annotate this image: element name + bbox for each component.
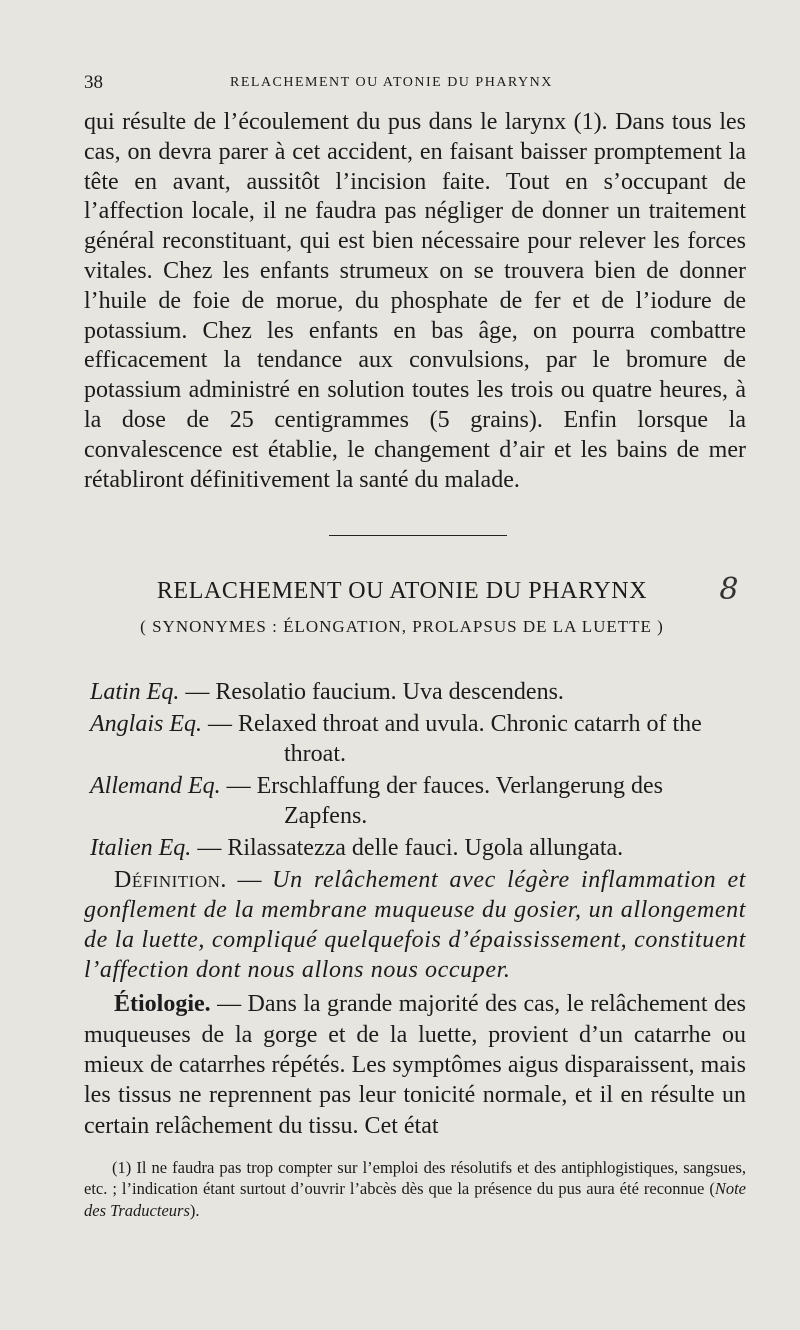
equivalent-text: Relaxed throat and uvula. Chronic catarrh of the throat. bbox=[238, 711, 702, 768]
footnote-end: ). bbox=[189, 1200, 200, 1220]
page-number: 38 bbox=[84, 72, 103, 93]
equivalent-sep: — bbox=[220, 773, 257, 800]
running-title: RELACHEMENT OU ATONIE DU PHARYNX bbox=[230, 75, 553, 90]
etiology-sep: — bbox=[210, 991, 248, 1018]
footnote bbox=[84, 1157, 746, 1222]
page-header bbox=[84, 72, 744, 102]
section-title-text: RELACHEMENT OU ATONIE DU PHARYNX bbox=[156, 578, 648, 605]
etiology-text: Dans la grande majorité des cas, le relâchement des muqueuses de la gorge et de la luette, provient d’un catarrhe ou mieux de catarrhes répétés. Les symptômes aigus disparaissent, mais les tissus ne reprennent pas leur tonicité normale, et il en résulte un certain relâchement du tissu. Cet état bbox=[84, 991, 746, 1139]
equivalent-text: Rilassatezza delle fauci. Ugola allungata. bbox=[227, 835, 624, 862]
intro-paragraph: qui résulte de l’écoulement du pus dans le larynx (1). Dans tous les cas, on devra parer à cet accident, en faisant baisser promptement la tête en avant, aussitôt l’incision faite. Tout en s’occupant de l’affection locale, il ne faudra pas négliger de donner un traitement général reconstituant, qui est bien nécessaire pour relever les forces vitales. Chez les enfants strumeux on se trouvera bien de donner l’huile de foie de morue, du phosphate de fer et de l’iodure de potassium. Chez les enfants en bas âge, on pourra combattre efficacement la tendance aux convulsions, par le bromure de potassium administré en solution toutes les trois ou quatre heures, à la dose de 25 centigrammes (5 grains). Enfin lorsque la convalescence est établie, le changement d’air et les bains de mer rétabliront définitivement la santé du malade. bbox=[84, 109, 746, 493]
equivalent-label: Latin Eq. bbox=[90, 679, 180, 706]
equivalent-sep: — bbox=[202, 711, 238, 738]
equivalent-text: Resolatio faucium. Uva descendens. bbox=[215, 679, 564, 706]
definition-paragraph bbox=[84, 865, 746, 985]
etiology-label: Étiologie. bbox=[114, 991, 211, 1018]
equivalent-label: Italien Eq. bbox=[90, 835, 192, 862]
equivalent-text: Erschlaffung der fauces. Verlangerung des Zapfens. bbox=[256, 773, 663, 830]
equivalent-latin bbox=[84, 677, 746, 707]
page-body bbox=[84, 108, 746, 1221]
footnote-text: (1) Il ne faudra pas trop compter sur l’emploi des résolutifs et des antiphlogistiques, sangsues, etc. ; l’indication étant surtout d’ouvrir l’abcès dès que la présence du pus aura été reconnue ( bbox=[84, 1157, 746, 1199]
margin-annotation: 8 bbox=[719, 572, 739, 608]
equivalent-english bbox=[84, 709, 746, 769]
equivalent-label: Allemand Eq. bbox=[90, 773, 221, 800]
section-divider bbox=[329, 535, 507, 536]
footnote-italic: Note des Traducteurs bbox=[84, 1179, 746, 1220]
etiology-paragraph bbox=[84, 989, 746, 1140]
synonyms-line: ( SYNONYMES : ÉLONGATION, PROLAPSUS DE LA LUETTE ) bbox=[140, 617, 664, 637]
definition-sep: — bbox=[226, 867, 273, 894]
definition-text: Un relâchement avec légère inflammation et gonflement de la membrane muqueuse du gosier, un allongement de la luette, compliqué quelquefois d’épaississement, constituent l’affection dont nous allons nous occuper. bbox=[84, 867, 746, 984]
equivalent-sep: — bbox=[191, 835, 228, 862]
equivalent-german bbox=[84, 771, 746, 831]
definition-label: Définition. bbox=[114, 867, 227, 894]
equivalent-label: Anglais Eq. bbox=[90, 711, 202, 738]
equivalent-sep: — bbox=[179, 679, 216, 706]
section-title bbox=[71, 572, 739, 608]
equivalent-italian bbox=[84, 833, 746, 863]
equivalents-list bbox=[84, 677, 746, 863]
